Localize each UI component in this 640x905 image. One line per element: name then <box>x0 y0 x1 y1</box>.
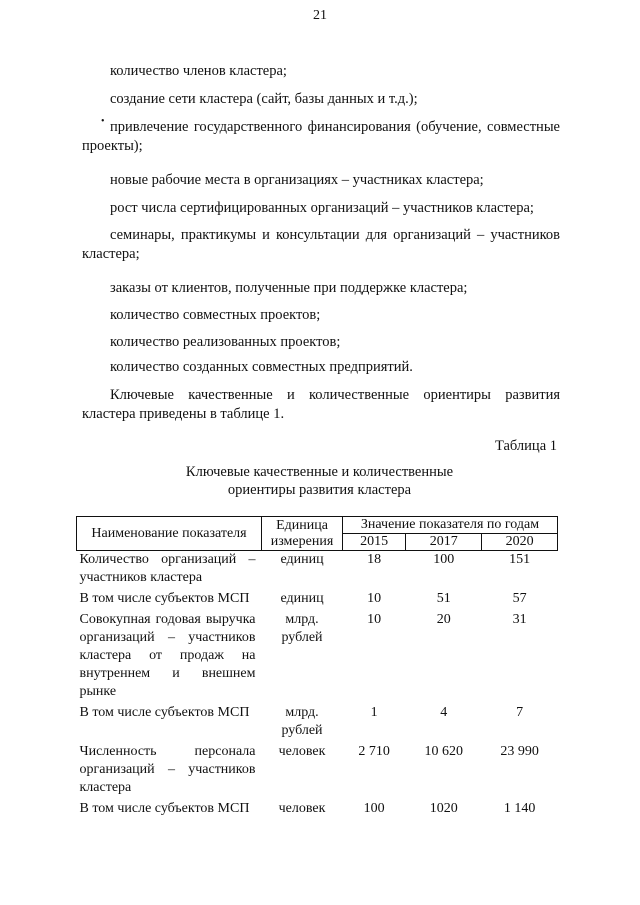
table-row <box>77 611 558 704</box>
row-value-2020: 31 <box>512 612 527 627</box>
paragraph-4: новые рабочие места в организациях – участниках кластера; <box>110 172 484 188</box>
table-row <box>77 800 558 821</box>
row-value-2020: 57 <box>512 591 527 606</box>
paragraph-2: создание сети кластера (сайт, базы данных и т.д.); <box>110 91 418 107</box>
paragraph-5: рост числа сертифицированных организаций – участников кластера; <box>110 200 534 216</box>
row-name: В том числе субъектов МСП <box>79 591 250 606</box>
row-value-2017: 100 <box>433 552 455 567</box>
table-row <box>77 551 558 591</box>
header-values-group: Значение показателя по годам <box>343 517 558 534</box>
table-row <box>77 704 558 743</box>
paragraph-1: количество членов кластера; <box>110 63 287 79</box>
table-title <box>82 463 557 499</box>
table-row <box>77 590 558 611</box>
row-value-2017: 51 <box>436 591 451 606</box>
row-name: Численность персонала организаций – участников кластера <box>79 744 256 795</box>
row-value-2017: 1020 <box>429 801 458 816</box>
table-title-line-1: Ключевые качественные и количественные <box>185 464 454 480</box>
row-value-2015: 100 <box>363 801 385 816</box>
table-caption: Таблица 1 <box>494 438 557 454</box>
paragraph-6: семинары, практикумы и консультации для организаций – участников кластера; <box>82 227 560 262</box>
row-name: Количество организаций – участников кластера <box>79 552 256 585</box>
page-number: 21 <box>313 8 327 23</box>
row-value-2015: 10 <box>367 612 382 627</box>
table-row <box>77 743 558 800</box>
row-unit: единиц <box>280 591 324 606</box>
header-unit: Единица измерения <box>262 517 343 551</box>
row-value-2017: 10 620 <box>424 744 463 759</box>
row-unit: человек <box>278 801 326 816</box>
paragraph-8: количество совместных проектов; <box>110 307 321 323</box>
row-value-2015: 2 710 <box>358 744 390 759</box>
row-value-2017: 4 <box>440 705 448 720</box>
paragraph-10: количество созданных совместных предприятий. <box>110 359 413 375</box>
row-name: В том числе субъектов МСП <box>79 801 250 816</box>
header-name: Наименование показателя <box>77 517 262 551</box>
row-value-2015: 1 <box>370 705 378 720</box>
paragraph-7: заказы от клиентов, полученные при поддержке кластера; <box>110 280 468 296</box>
row-value-2015: 18 <box>367 552 382 567</box>
indicators-table <box>76 516 558 821</box>
table-title-line-2: ориентиры развития кластера <box>227 482 412 498</box>
row-value-2020: 1 140 <box>503 801 536 816</box>
header-year-2017: 2017 <box>406 534 482 551</box>
row-name: В том числе субъектов МСП <box>79 705 250 720</box>
row-value-2015: 10 <box>367 591 382 606</box>
row-unit: млрд. рублей <box>281 612 323 645</box>
row-value-2020: 7 <box>516 705 524 720</box>
paragraph-9: количество реализованных проектов; <box>110 334 341 350</box>
paragraph-11: Ключевые качественные и количественные ориентиры развития кластера приведены в таблице 1. <box>82 387 560 422</box>
row-unit: млрд. рублей <box>281 705 323 738</box>
row-value-2020: 23 990 <box>500 744 539 759</box>
stray-dot: • <box>101 116 105 127</box>
paragraph-3: привлечение государственного финансирования (обучение, совместные проекты); <box>82 119 560 154</box>
row-value-2017: 20 <box>436 612 451 627</box>
header-year-2020: 2020 <box>482 534 558 551</box>
row-unit: единиц <box>280 552 324 567</box>
row-unit: человек <box>278 744 326 759</box>
header-year-2015: 2015 <box>343 534 406 551</box>
row-value-2020: 151 <box>509 552 531 567</box>
row-name: Совокупная годовая выручка организаций – участников кластера от продаж на внутреннем и внешнем рынке <box>79 612 256 699</box>
